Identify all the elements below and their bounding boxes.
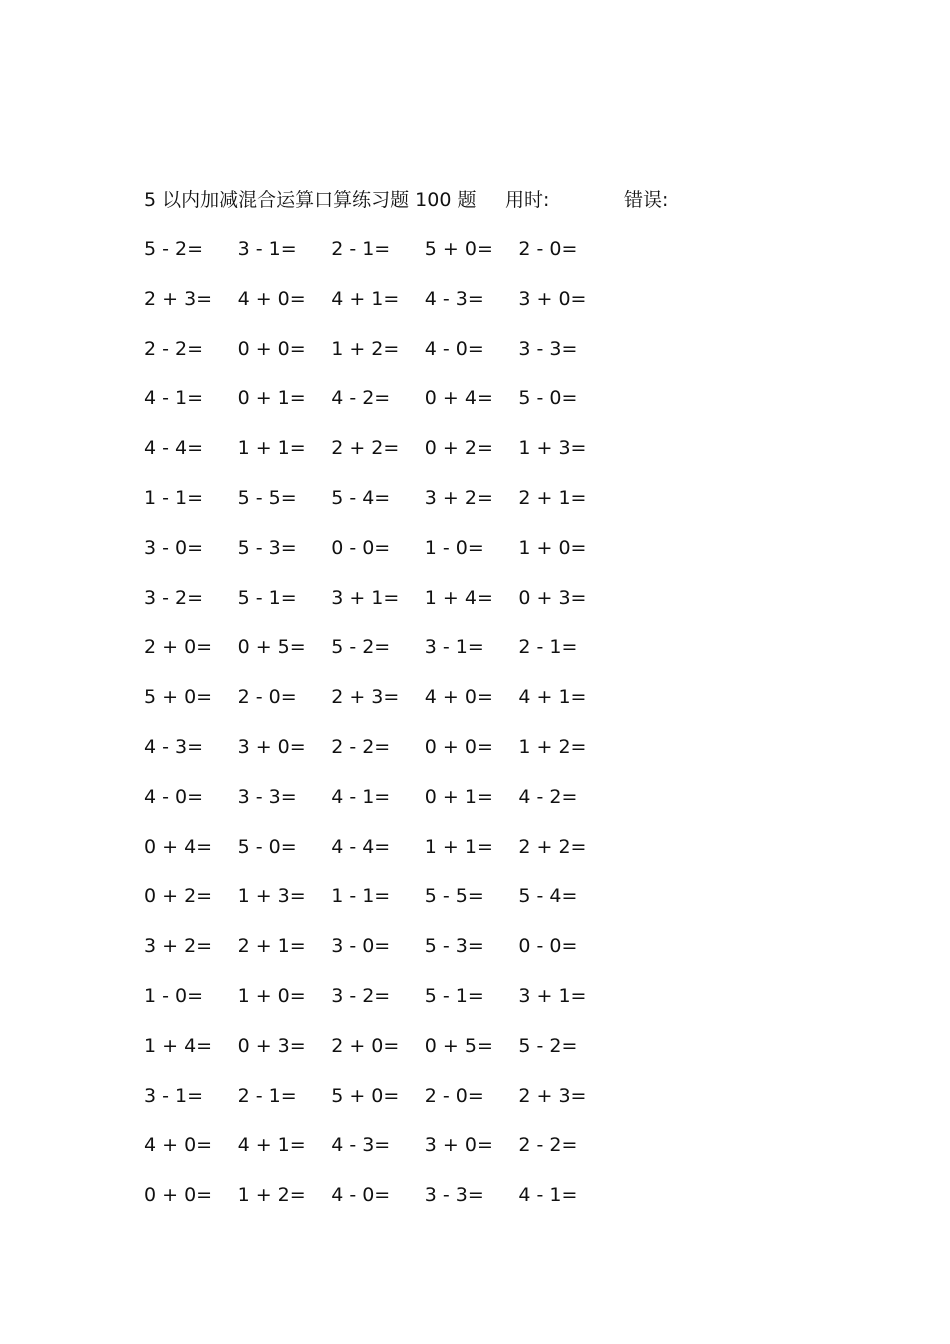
- arithmetic-problem: 0 + 5=: [424, 1034, 493, 1057]
- arithmetic-problem: 2 - 2=: [518, 1134, 578, 1157]
- arithmetic-problem: 0 + 4=: [144, 835, 213, 858]
- arithmetic-problem: 2 - 2=: [144, 337, 204, 360]
- problem-row: [144, 484, 624, 534]
- arithmetic-problem: 4 - 4=: [144, 437, 204, 460]
- arithmetic-problem: 4 - 4=: [331, 835, 391, 858]
- arithmetic-problem: 3 + 1=: [331, 586, 400, 609]
- arithmetic-problem: 3 - 0=: [331, 935, 391, 958]
- arithmetic-problem: 2 - 1=: [237, 1084, 297, 1107]
- arithmetic-problem: 2 + 3=: [518, 1084, 587, 1107]
- arithmetic-problem: 4 + 0=: [144, 1134, 213, 1157]
- arithmetic-problem: 2 + 0=: [144, 636, 213, 659]
- arithmetic-problem: 1 + 0=: [237, 984, 306, 1007]
- problem-row: [144, 982, 624, 1032]
- arithmetic-problem: 5 - 0=: [518, 387, 578, 410]
- problem-row: [144, 882, 624, 932]
- arithmetic-problem: 4 - 2=: [518, 785, 578, 808]
- arithmetic-problem: 1 + 4=: [144, 1034, 213, 1057]
- arithmetic-problem: 4 - 1=: [144, 387, 204, 410]
- arithmetic-problem: 3 - 1=: [424, 636, 484, 659]
- arithmetic-problem: 1 + 0=: [518, 536, 587, 559]
- arithmetic-problem: 3 - 2=: [144, 586, 204, 609]
- arithmetic-problem: 1 - 1=: [331, 885, 391, 908]
- arithmetic-problem: 2 - 0=: [237, 686, 297, 709]
- arithmetic-problem: 0 + 5=: [237, 636, 306, 659]
- problem-row: [144, 434, 624, 484]
- arithmetic-problem: 3 - 3=: [424, 1184, 484, 1207]
- arithmetic-problem: 3 - 0=: [144, 536, 204, 559]
- problem-row: [144, 833, 624, 883]
- arithmetic-problem: 2 + 3=: [331, 686, 400, 709]
- arithmetic-problem: 3 + 0=: [424, 1134, 493, 1157]
- problem-row: [144, 733, 624, 783]
- arithmetic-problem: 2 - 2=: [331, 735, 391, 758]
- arithmetic-problem: 2 - 1=: [331, 238, 391, 260]
- arithmetic-problem: 2 + 3=: [144, 287, 213, 310]
- arithmetic-problem: 0 - 0=: [331, 536, 391, 559]
- arithmetic-problem: 2 + 2=: [331, 437, 400, 460]
- arithmetic-problem: 4 - 0=: [144, 785, 204, 808]
- arithmetic-problem: 4 + 0=: [237, 287, 306, 310]
- time-label: 用时:: [505, 189, 550, 211]
- arithmetic-problem: 4 - 2=: [331, 387, 391, 410]
- problem-row: [144, 633, 624, 683]
- arithmetic-problem: 1 + 3=: [518, 437, 587, 460]
- problem-row: [144, 584, 624, 634]
- arithmetic-problem: 3 + 2=: [144, 935, 213, 958]
- problem-row: [144, 1181, 624, 1231]
- arithmetic-problem: 3 - 2=: [331, 984, 391, 1007]
- arithmetic-problem: 4 - 1=: [518, 1184, 578, 1207]
- arithmetic-problem: 5 - 0=: [237, 835, 297, 858]
- problem-row: [144, 235, 624, 285]
- error-label: 错误:: [624, 189, 669, 211]
- arithmetic-problem: 0 + 1=: [237, 387, 306, 410]
- arithmetic-problem: 0 + 1=: [424, 785, 493, 808]
- arithmetic-problem: 5 + 0=: [144, 686, 213, 709]
- arithmetic-problem: 3 - 1=: [144, 1084, 204, 1107]
- worksheet-header: [144, 186, 844, 214]
- arithmetic-problem: 3 - 3=: [237, 785, 297, 808]
- arithmetic-problem: 4 + 1=: [237, 1134, 306, 1157]
- arithmetic-problem: 1 + 1=: [424, 835, 493, 858]
- worksheet-title: 5 以内加减混合运算口算练习题 100 题: [144, 189, 477, 211]
- arithmetic-problem: 5 - 1=: [237, 586, 297, 609]
- arithmetic-problem: 5 + 0=: [331, 1084, 400, 1107]
- arithmetic-problem: 0 + 2=: [144, 885, 213, 908]
- problem-grid: [144, 235, 624, 1231]
- arithmetic-problem: 5 - 4=: [331, 486, 391, 509]
- arithmetic-problem: 3 + 0=: [237, 735, 306, 758]
- arithmetic-problem: 5 + 0=: [424, 238, 493, 260]
- arithmetic-problem: 2 + 2=: [518, 835, 587, 858]
- arithmetic-problem: 2 + 1=: [518, 486, 587, 509]
- arithmetic-problem: 2 + 0=: [331, 1034, 400, 1057]
- arithmetic-problem: 4 - 0=: [331, 1184, 391, 1207]
- arithmetic-problem: 4 - 0=: [424, 337, 484, 360]
- problem-row: [144, 1032, 624, 1082]
- arithmetic-problem: 4 - 3=: [424, 287, 484, 310]
- arithmetic-problem: 0 + 4=: [424, 387, 493, 410]
- arithmetic-problem: 1 - 0=: [424, 536, 484, 559]
- arithmetic-problem: 2 - 0=: [424, 1084, 484, 1107]
- arithmetic-problem: 2 + 1=: [237, 935, 306, 958]
- arithmetic-problem: 5 - 1=: [424, 984, 484, 1007]
- arithmetic-problem: 5 - 2=: [518, 1034, 578, 1057]
- arithmetic-problem: 1 + 2=: [331, 337, 400, 360]
- arithmetic-problem: 5 - 5=: [237, 486, 297, 509]
- arithmetic-problem: 4 + 1=: [518, 686, 587, 709]
- problem-row: [144, 534, 624, 584]
- arithmetic-problem: 1 + 2=: [237, 1184, 306, 1207]
- arithmetic-problem: 1 - 0=: [144, 984, 204, 1007]
- arithmetic-problem: 5 - 2=: [331, 636, 391, 659]
- problem-row: [144, 384, 624, 434]
- arithmetic-problem: 4 + 1=: [331, 287, 400, 310]
- problem-row: [144, 783, 624, 833]
- arithmetic-problem: 0 + 0=: [237, 337, 306, 360]
- arithmetic-problem: 4 - 1=: [331, 785, 391, 808]
- arithmetic-problem: 4 - 3=: [144, 735, 204, 758]
- arithmetic-problem: 3 - 1=: [237, 238, 297, 260]
- arithmetic-problem: 4 - 3=: [331, 1134, 391, 1157]
- arithmetic-problem: 1 + 4=: [424, 586, 493, 609]
- arithmetic-problem: 5 - 5=: [424, 885, 484, 908]
- arithmetic-problem: 0 + 3=: [237, 1034, 306, 1057]
- arithmetic-problem: 3 + 0=: [518, 287, 587, 310]
- arithmetic-problem: 1 + 3=: [237, 885, 306, 908]
- problem-row: [144, 285, 624, 335]
- problem-row: [144, 335, 624, 385]
- arithmetic-problem: 3 + 1=: [518, 984, 587, 1007]
- arithmetic-problem: 5 - 4=: [518, 885, 578, 908]
- arithmetic-problem: 1 + 2=: [518, 735, 587, 758]
- arithmetic-problem: 2 - 1=: [518, 636, 578, 659]
- arithmetic-problem: 5 - 3=: [237, 536, 297, 559]
- arithmetic-problem: 5 - 3=: [424, 935, 484, 958]
- arithmetic-problem: 2 - 0=: [518, 238, 578, 260]
- arithmetic-problem: 0 + 0=: [424, 735, 493, 758]
- problem-row: [144, 1131, 624, 1181]
- arithmetic-problem: 1 + 1=: [237, 437, 306, 460]
- arithmetic-problem: 5 - 2=: [144, 238, 204, 260]
- problem-row: [144, 1082, 624, 1132]
- arithmetic-problem: 0 + 2=: [424, 437, 493, 460]
- arithmetic-problem: 0 - 0=: [518, 935, 578, 958]
- arithmetic-problem: 3 + 2=: [424, 486, 493, 509]
- problem-row: [144, 683, 624, 733]
- arithmetic-problem: 0 + 3=: [518, 586, 587, 609]
- arithmetic-problem: 1 - 1=: [144, 486, 204, 509]
- arithmetic-problem: 3 - 3=: [518, 337, 578, 360]
- arithmetic-problem: 0 + 0=: [144, 1184, 213, 1207]
- problem-row: [144, 932, 624, 982]
- arithmetic-problem: 4 + 0=: [424, 686, 493, 709]
